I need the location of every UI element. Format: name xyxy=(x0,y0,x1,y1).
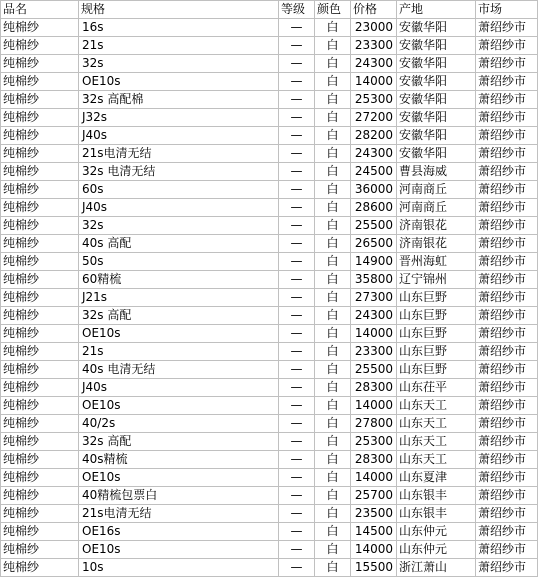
cell-color: 白 xyxy=(315,55,351,73)
table-row xyxy=(1,19,538,37)
cell-grade: — xyxy=(279,523,315,541)
cell-price: 27800 xyxy=(351,415,397,433)
cell-origin: 山东天工 xyxy=(397,433,476,451)
cell-color: 白 xyxy=(315,451,351,469)
cell-color: 白 xyxy=(315,343,351,361)
cell-spec: 40精梳包票白 xyxy=(79,487,279,505)
cell-spec: OE10s xyxy=(79,397,279,415)
cell-market: 萧绍纱市 xyxy=(476,235,538,253)
cell-price: 28600 xyxy=(351,199,397,217)
cell-name: 纯棉纱 xyxy=(1,469,79,487)
cell-grade: — xyxy=(279,343,315,361)
cell-market: 萧绍纱市 xyxy=(476,361,538,379)
table-row xyxy=(1,55,538,73)
cell-price: 24300 xyxy=(351,145,397,163)
cell-origin: 山东巨野 xyxy=(397,289,476,307)
cell-name: 纯棉纱 xyxy=(1,505,79,523)
header-market: 市场 xyxy=(476,1,538,19)
cell-market: 萧绍纱市 xyxy=(476,253,538,271)
cell-color: 白 xyxy=(315,145,351,163)
cell-price: 28300 xyxy=(351,451,397,469)
cell-name: 纯棉纱 xyxy=(1,217,79,235)
cell-name: 纯棉纱 xyxy=(1,235,79,253)
cell-price: 25300 xyxy=(351,91,397,109)
cell-origin: 安徽华阳 xyxy=(397,109,476,127)
table-row xyxy=(1,379,538,397)
cell-spec: 32s 高配 xyxy=(79,433,279,451)
cell-market: 萧绍纱市 xyxy=(476,217,538,235)
cell-color: 白 xyxy=(315,415,351,433)
cell-origin: 山东天工 xyxy=(397,451,476,469)
cell-color: 白 xyxy=(315,469,351,487)
cell-origin: 济南银花 xyxy=(397,235,476,253)
cell-price: 24300 xyxy=(351,55,397,73)
cell-market: 萧绍纱市 xyxy=(476,469,538,487)
cell-origin: 山东巨野 xyxy=(397,343,476,361)
cell-price: 23300 xyxy=(351,37,397,55)
table-row xyxy=(1,307,538,325)
cell-origin: 山东夏津 xyxy=(397,469,476,487)
cell-price: 23500 xyxy=(351,505,397,523)
cell-market: 萧绍纱市 xyxy=(476,55,538,73)
cell-grade: — xyxy=(279,235,315,253)
cell-spec: 32s 电清无结 xyxy=(79,163,279,181)
cell-market: 萧绍纱市 xyxy=(476,163,538,181)
cell-market: 萧绍纱市 xyxy=(476,199,538,217)
cell-grade: — xyxy=(279,55,315,73)
cell-name: 纯棉纱 xyxy=(1,361,79,379)
cell-origin: 河南商丘 xyxy=(397,199,476,217)
cell-origin: 安徽华阳 xyxy=(397,55,476,73)
cell-spec: 40s 电清无结 xyxy=(79,361,279,379)
cell-spec: OE16s xyxy=(79,523,279,541)
cell-price: 23300 xyxy=(351,343,397,361)
table-row xyxy=(1,343,538,361)
cell-origin: 安徽华阳 xyxy=(397,127,476,145)
cell-name: 纯棉纱 xyxy=(1,523,79,541)
cell-price: 35800 xyxy=(351,271,397,289)
cell-market: 萧绍纱市 xyxy=(476,541,538,559)
cell-spec: OE10s xyxy=(79,469,279,487)
cell-color: 白 xyxy=(315,19,351,37)
cell-name: 纯棉纱 xyxy=(1,37,79,55)
cell-spec: OE10s xyxy=(79,541,279,559)
cell-spec: OE10s xyxy=(79,325,279,343)
cell-grade: — xyxy=(279,109,315,127)
cell-grade: — xyxy=(279,73,315,91)
cell-spec: 21s电清无结 xyxy=(79,505,279,523)
cell-origin: 山东巨野 xyxy=(397,361,476,379)
table-row xyxy=(1,505,538,523)
table-row xyxy=(1,91,538,109)
cell-color: 白 xyxy=(315,361,351,379)
header-name: 品名 xyxy=(1,1,79,19)
cell-market: 萧绍纱市 xyxy=(476,451,538,469)
table-body xyxy=(1,19,538,577)
cell-origin: 河南商丘 xyxy=(397,181,476,199)
cell-origin: 山东茌平 xyxy=(397,379,476,397)
cell-name: 纯棉纱 xyxy=(1,415,79,433)
cell-name: 纯棉纱 xyxy=(1,325,79,343)
cell-market: 萧绍纱市 xyxy=(476,559,538,577)
cell-market: 萧绍纱市 xyxy=(476,397,538,415)
cell-grade: — xyxy=(279,19,315,37)
cell-color: 白 xyxy=(315,559,351,577)
cell-spec: 40/2s xyxy=(79,415,279,433)
cell-grade: — xyxy=(279,379,315,397)
cell-price: 28300 xyxy=(351,379,397,397)
header-color: 颜色 xyxy=(315,1,351,19)
table-row xyxy=(1,559,538,577)
cell-spec: 21s xyxy=(79,37,279,55)
cell-market: 萧绍纱市 xyxy=(476,433,538,451)
cell-price: 14000 xyxy=(351,541,397,559)
cell-price: 25500 xyxy=(351,361,397,379)
cell-grade: — xyxy=(279,325,315,343)
cell-spec: 32s xyxy=(79,217,279,235)
cell-name: 纯棉纱 xyxy=(1,145,79,163)
cell-market: 萧绍纱市 xyxy=(476,127,538,145)
table-row xyxy=(1,181,538,199)
table-row xyxy=(1,235,538,253)
table-row xyxy=(1,271,538,289)
table-row xyxy=(1,487,538,505)
cell-market: 萧绍纱市 xyxy=(476,325,538,343)
cell-origin: 安徽华阳 xyxy=(397,19,476,37)
cell-color: 白 xyxy=(315,523,351,541)
cell-price: 24500 xyxy=(351,163,397,181)
cell-origin: 山东银丰 xyxy=(397,487,476,505)
cell-grade: — xyxy=(279,451,315,469)
header-grade: 等级 xyxy=(279,1,315,19)
cell-spec: 21s xyxy=(79,343,279,361)
cell-spec: 50s xyxy=(79,253,279,271)
header-price: 价格 xyxy=(351,1,397,19)
cell-spec: J40s xyxy=(79,379,279,397)
cell-grade: — xyxy=(279,289,315,307)
cell-name: 纯棉纱 xyxy=(1,163,79,181)
cell-spec: J40s xyxy=(79,127,279,145)
cell-spec: 10s xyxy=(79,559,279,577)
cell-price: 28200 xyxy=(351,127,397,145)
cell-grade: — xyxy=(279,217,315,235)
cell-grade: — xyxy=(279,487,315,505)
cell-color: 白 xyxy=(315,37,351,55)
cell-name: 纯棉纱 xyxy=(1,253,79,271)
cell-origin: 安徽华阳 xyxy=(397,37,476,55)
cell-price: 14500 xyxy=(351,523,397,541)
table-row xyxy=(1,109,538,127)
cell-color: 白 xyxy=(315,541,351,559)
cell-price: 14000 xyxy=(351,73,397,91)
cell-name: 纯棉纱 xyxy=(1,127,79,145)
cell-market: 萧绍纱市 xyxy=(476,415,538,433)
cell-spec: 21s电清无结 xyxy=(79,145,279,163)
cell-spec: J32s xyxy=(79,109,279,127)
cell-market: 萧绍纱市 xyxy=(476,289,538,307)
cell-price: 14900 xyxy=(351,253,397,271)
cell-price: 26500 xyxy=(351,235,397,253)
header-spec: 规格 xyxy=(79,1,279,19)
cell-grade: — xyxy=(279,559,315,577)
cell-price: 23000 xyxy=(351,19,397,37)
cell-spec: 40s精梳 xyxy=(79,451,279,469)
cell-color: 白 xyxy=(315,217,351,235)
cell-market: 萧绍纱市 xyxy=(476,271,538,289)
cell-color: 白 xyxy=(315,289,351,307)
cell-origin: 山东仲元 xyxy=(397,523,476,541)
table-row xyxy=(1,37,538,55)
cell-market: 萧绍纱市 xyxy=(476,181,538,199)
cell-grade: — xyxy=(279,271,315,289)
table-row xyxy=(1,433,538,451)
header-row xyxy=(1,1,538,19)
table-row xyxy=(1,397,538,415)
cell-color: 白 xyxy=(315,379,351,397)
cell-name: 纯棉纱 xyxy=(1,487,79,505)
cell-origin: 安徽华阳 xyxy=(397,145,476,163)
cell-market: 萧绍纱市 xyxy=(476,145,538,163)
table-row xyxy=(1,199,538,217)
cell-price: 25700 xyxy=(351,487,397,505)
cell-grade: — xyxy=(279,163,315,181)
cell-spec: 32s xyxy=(79,55,279,73)
cell-market: 萧绍纱市 xyxy=(476,91,538,109)
cell-grade: — xyxy=(279,415,315,433)
cell-name: 纯棉纱 xyxy=(1,271,79,289)
table-row xyxy=(1,541,538,559)
cell-origin: 山东银丰 xyxy=(397,505,476,523)
table-row xyxy=(1,163,538,181)
table-row xyxy=(1,253,538,271)
cell-price: 14000 xyxy=(351,325,397,343)
cell-price: 25500 xyxy=(351,217,397,235)
cell-color: 白 xyxy=(315,73,351,91)
table-row xyxy=(1,73,538,91)
table-row xyxy=(1,145,538,163)
cell-color: 白 xyxy=(315,199,351,217)
table-row xyxy=(1,523,538,541)
cell-grade: — xyxy=(279,361,315,379)
cell-market: 萧绍纱市 xyxy=(476,505,538,523)
cell-name: 纯棉纱 xyxy=(1,307,79,325)
table-row xyxy=(1,469,538,487)
cell-grade: — xyxy=(279,181,315,199)
cell-grade: — xyxy=(279,433,315,451)
cell-color: 白 xyxy=(315,271,351,289)
cell-spec: OE10s xyxy=(79,73,279,91)
cell-price: 24300 xyxy=(351,307,397,325)
cell-name: 纯棉纱 xyxy=(1,559,79,577)
cell-name: 纯棉纱 xyxy=(1,541,79,559)
cell-color: 白 xyxy=(315,163,351,181)
cell-color: 白 xyxy=(315,487,351,505)
cell-spec: 40s 高配 xyxy=(79,235,279,253)
cell-origin: 辽宁锦州 xyxy=(397,271,476,289)
cell-grade: — xyxy=(279,91,315,109)
cell-origin: 浙江萧山 xyxy=(397,559,476,577)
table-row xyxy=(1,361,538,379)
cell-origin: 曹县海威 xyxy=(397,163,476,181)
cell-price: 27300 xyxy=(351,289,397,307)
cell-color: 白 xyxy=(315,91,351,109)
cell-spec: 32s 高配 xyxy=(79,307,279,325)
table-row xyxy=(1,217,538,235)
cell-name: 纯棉纱 xyxy=(1,91,79,109)
cell-market: 萧绍纱市 xyxy=(476,73,538,91)
header-origin: 产地 xyxy=(397,1,476,19)
table-row xyxy=(1,289,538,307)
cell-name: 纯棉纱 xyxy=(1,55,79,73)
cell-name: 纯棉纱 xyxy=(1,181,79,199)
cell-origin: 济南银花 xyxy=(397,217,476,235)
cell-name: 纯棉纱 xyxy=(1,289,79,307)
cell-color: 白 xyxy=(315,109,351,127)
cell-spec: J21s xyxy=(79,289,279,307)
cell-name: 纯棉纱 xyxy=(1,73,79,91)
cell-color: 白 xyxy=(315,127,351,145)
cell-grade: — xyxy=(279,37,315,55)
cell-market: 萧绍纱市 xyxy=(476,109,538,127)
cell-color: 白 xyxy=(315,253,351,271)
cell-origin: 山东天工 xyxy=(397,397,476,415)
cell-grade: — xyxy=(279,253,315,271)
cell-market: 萧绍纱市 xyxy=(476,379,538,397)
cell-origin: 山东仲元 xyxy=(397,541,476,559)
cell-origin: 晋州海虹 xyxy=(397,253,476,271)
cell-origin: 安徽华阳 xyxy=(397,73,476,91)
cell-grade: — xyxy=(279,199,315,217)
cell-market: 萧绍纱市 xyxy=(476,307,538,325)
cell-market: 萧绍纱市 xyxy=(476,487,538,505)
cell-color: 白 xyxy=(315,307,351,325)
cell-color: 白 xyxy=(315,181,351,199)
cell-name: 纯棉纱 xyxy=(1,19,79,37)
cell-market: 萧绍纱市 xyxy=(476,19,538,37)
cell-grade: — xyxy=(279,397,315,415)
cell-name: 纯棉纱 xyxy=(1,199,79,217)
cell-spec: J40s xyxy=(79,199,279,217)
cell-grade: — xyxy=(279,505,315,523)
cell-name: 纯棉纱 xyxy=(1,433,79,451)
cell-spec: 60精梳 xyxy=(79,271,279,289)
cell-price: 25300 xyxy=(351,433,397,451)
table-row xyxy=(1,127,538,145)
cell-price: 14000 xyxy=(351,397,397,415)
cell-spec: 16s xyxy=(79,19,279,37)
cell-grade: — xyxy=(279,541,315,559)
cell-origin: 山东巨野 xyxy=(397,325,476,343)
cell-market: 萧绍纱市 xyxy=(476,37,538,55)
cell-spec: 32s 高配棉 xyxy=(79,91,279,109)
cell-name: 纯棉纱 xyxy=(1,397,79,415)
cell-origin: 山东巨野 xyxy=(397,307,476,325)
cell-price: 27200 xyxy=(351,109,397,127)
cell-grade: — xyxy=(279,469,315,487)
cell-market: 萧绍纱市 xyxy=(476,523,538,541)
cell-name: 纯棉纱 xyxy=(1,451,79,469)
cell-price: 36000 xyxy=(351,181,397,199)
cell-grade: — xyxy=(279,145,315,163)
cell-market: 萧绍纱市 xyxy=(476,343,538,361)
cell-color: 白 xyxy=(315,433,351,451)
cell-origin: 山东天工 xyxy=(397,415,476,433)
cell-color: 白 xyxy=(315,235,351,253)
table-row xyxy=(1,325,538,343)
cell-grade: — xyxy=(279,307,315,325)
cell-grade: — xyxy=(279,127,315,145)
cell-origin: 安徽华阳 xyxy=(397,91,476,109)
cell-color: 白 xyxy=(315,505,351,523)
cell-spec: 60s xyxy=(79,181,279,199)
cell-name: 纯棉纱 xyxy=(1,343,79,361)
table-row xyxy=(1,451,538,469)
cell-price: 14000 xyxy=(351,469,397,487)
table-row xyxy=(1,415,538,433)
cell-price: 15500 xyxy=(351,559,397,577)
cell-color: 白 xyxy=(315,325,351,343)
cell-color: 白 xyxy=(315,397,351,415)
cell-name: 纯棉纱 xyxy=(1,379,79,397)
cell-name: 纯棉纱 xyxy=(1,109,79,127)
